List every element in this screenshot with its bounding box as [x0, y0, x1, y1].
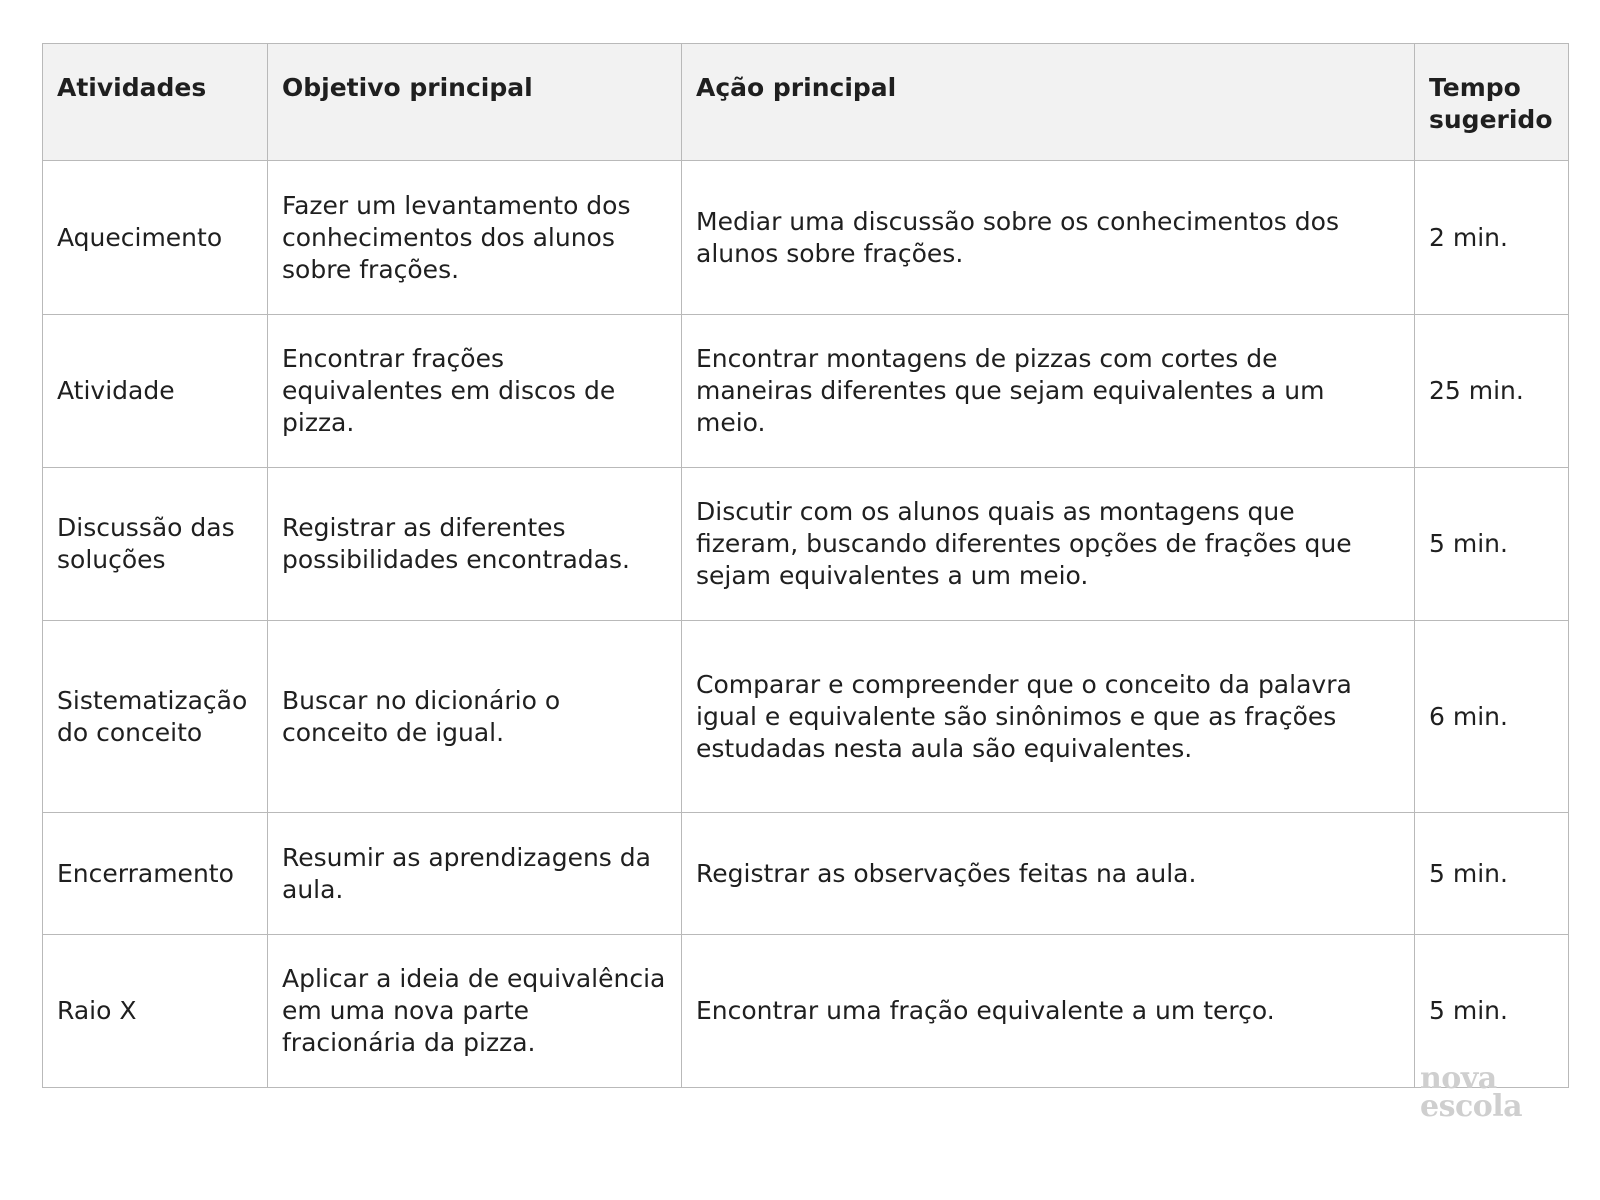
header-row [43, 44, 1569, 161]
logo-line-2: escola [1420, 1089, 1523, 1124]
cell-acao: Encontrar montagens de pizzas com cortes de maneiras diferentes que sejam equivalentes a um meio. [682, 315, 1415, 468]
table-row [43, 161, 1569, 315]
cell-tempo: 5 min. [1415, 813, 1569, 935]
cell-acao: Encontrar uma fração equivalente a um terço. [682, 935, 1415, 1088]
cell-atividade: Aquecimento [43, 161, 268, 315]
cell-objetivo: Aplicar a ideia de equivalência em uma nova parte fracionária da pizza. [268, 935, 682, 1088]
cell-atividade: Sistematização do conceito [43, 621, 268, 813]
cell-acao: Comparar e compreender que o conceito da palavra igual e equivalente são sinônimos e que as frações estudadas nesta aula são equivalentes. [682, 621, 1415, 813]
table-row [43, 315, 1569, 468]
table-row [43, 935, 1569, 1088]
header-atividades: Atividades [43, 44, 268, 161]
nova-escola-logo [1420, 1061, 1540, 1124]
cell-tempo: 25 min. [1415, 315, 1569, 468]
header-tempo: Tempo sugerido [1415, 44, 1569, 161]
table-row [43, 621, 1569, 813]
cell-acao: Discutir com os alunos quais as montagens que fizeram, buscando diferentes opções de frações que sejam equivalentes a um meio. [682, 468, 1415, 621]
cell-atividade: Raio X [43, 935, 268, 1088]
cell-objetivo: Buscar no dicionário o conceito de igual. [268, 621, 682, 813]
cell-tempo: 2 min. [1415, 161, 1569, 315]
logo-line-1: nova [1420, 1061, 1497, 1096]
lesson-plan-table [42, 43, 1569, 1088]
table-body [43, 161, 1569, 1088]
cell-objetivo: Resumir as aprendizagens da aula. [268, 813, 682, 935]
cell-objetivo: Fazer um levantamento dos conhecimentos dos alunos sobre frações. [268, 161, 682, 315]
cell-atividade: Discussão das soluções [43, 468, 268, 621]
table-header [43, 44, 1569, 161]
cell-tempo: 6 min. [1415, 621, 1569, 813]
cell-acao: Registrar as observações feitas na aula. [682, 813, 1415, 935]
header-objetivo: Objetivo principal [268, 44, 682, 161]
table-row [43, 468, 1569, 621]
cell-acao: Mediar uma discussão sobre os conhecimentos dos alunos sobre frações. [682, 161, 1415, 315]
cell-objetivo: Encontrar frações equivalentes em discos de pizza. [268, 315, 682, 468]
cell-tempo: 5 min. [1415, 468, 1569, 621]
header-acao: Ação principal [682, 44, 1415, 161]
table-row [43, 813, 1569, 935]
cell-atividade: Encerramento [43, 813, 268, 935]
cell-tempo: 5 min. [1415, 935, 1569, 1088]
cell-objetivo: Registrar as diferentes possibilidades encontradas. [268, 468, 682, 621]
cell-atividade: Atividade [43, 315, 268, 468]
